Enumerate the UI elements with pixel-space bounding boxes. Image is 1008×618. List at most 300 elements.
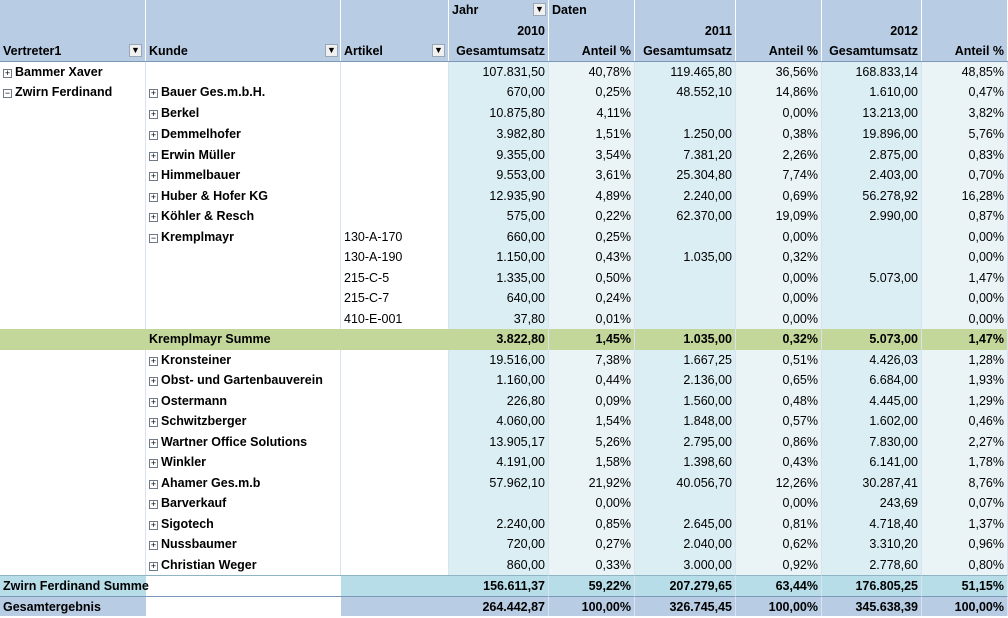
kunde-name: Nussbaumer: [161, 537, 237, 551]
artikel-cell: [341, 62, 449, 82]
umsatz-value: 62.370,00: [635, 206, 736, 227]
umsatz-value: 6.141,00: [822, 452, 922, 473]
artikel-cell: [341, 350, 449, 370]
artikel-cell: [341, 473, 449, 493]
artikel-cell: [341, 288, 449, 309]
umsatz-value: 720,00: [449, 534, 549, 555]
grand-total-label: Gesamtergebnis: [3, 600, 101, 614]
artikel-cell: [341, 411, 449, 432]
anteil-value: 100,00%: [549, 596, 635, 616]
vertreter-cell: [0, 227, 146, 247]
anteil-value: 0,87%: [922, 206, 1008, 227]
kunde-name: Ostermann: [161, 394, 227, 408]
umsatz-value: 575,00: [449, 206, 549, 227]
artikel-cell: [341, 268, 449, 288]
umsatz-value: 4.718,40: [822, 514, 922, 534]
umsatz-value: 3.822,80: [449, 329, 549, 350]
kunde-cell: [146, 391, 341, 411]
kunde-cell: [146, 124, 341, 145]
vertreter-cell: [0, 596, 146, 616]
artikel-cell: [341, 329, 449, 350]
anteil-value: 1,54%: [549, 411, 635, 432]
umsatz-value: 2.240,00: [635, 186, 736, 206]
kunde-cell: [146, 329, 341, 350]
umsatz-value: 9.553,00: [449, 165, 549, 186]
kunde-cell: [146, 534, 341, 555]
kunde-cell: [146, 411, 341, 432]
umsatz-value: [635, 268, 736, 288]
umsatz-value: 19.896,00: [822, 124, 922, 145]
umsatz-value: 57.962,10: [449, 473, 549, 493]
kunde-name: Sigotech: [161, 517, 214, 531]
kunde-cell: [146, 82, 341, 102]
anteil-value: 0,32%: [736, 247, 822, 268]
anteil-value: 0,00%: [549, 493, 635, 514]
vertreter-filter-button[interactable]: [129, 44, 142, 57]
anteil-value: 0,00%: [922, 309, 1008, 329]
vertreter-name: Bammer Xaver: [15, 65, 103, 79]
vertreter-summary-label: Zwirn Ferdinand Summe: [3, 579, 149, 593]
anteil-value: 0,25%: [549, 227, 635, 247]
umsatz-value: 1.160,00: [449, 370, 549, 391]
year-2012: 2012: [822, 21, 922, 41]
table-row: [0, 309, 1008, 329]
anteil-value: 0,07%: [922, 493, 1008, 514]
vertreter-cell: [0, 350, 146, 370]
umsatz-value: 226,80: [449, 391, 549, 411]
table-row: [0, 370, 1008, 391]
vertreter-cell: [0, 268, 146, 288]
vertreter-cell: [0, 391, 146, 411]
umsatz-value: 660,00: [449, 227, 549, 247]
artikel-cell: [341, 309, 449, 329]
kunde-name: Obst- und Gartenbauverein: [161, 373, 323, 387]
artikel-cell: [341, 82, 449, 102]
vertreter-cell: [0, 62, 146, 82]
kunde-cell: [146, 247, 341, 268]
anteil-value: 1,78%: [922, 452, 1008, 473]
umsatz-value: [635, 493, 736, 514]
jahr-field[interactable]: [449, 0, 549, 21]
anteil-value: 0,70%: [922, 165, 1008, 186]
anteil-value: 16,28%: [922, 186, 1008, 206]
anteil-value: 0,24%: [549, 288, 635, 309]
artikel-cell: [341, 102, 449, 124]
kunde-name: Demmelhofer: [161, 127, 241, 141]
artikel-cell: [341, 514, 449, 534]
kunde-label: Kunde: [149, 44, 188, 58]
expand-icon[interactable]: +: [150, 479, 157, 489]
umsatz-value: 2.240,00: [449, 514, 549, 534]
anteil-value: 7,38%: [549, 350, 635, 370]
artikel-cell: [341, 493, 449, 514]
anteil-value: 0,00%: [736, 493, 822, 514]
artikel-cell: [341, 124, 449, 145]
anteil-value: 1,45%: [549, 329, 635, 350]
umsatz-value: 1.602,00: [822, 411, 922, 432]
kunde-cell: [146, 186, 341, 206]
umsatz-value: 2.403,00: [822, 165, 922, 186]
umsatz-value: 1.667,25: [635, 350, 736, 370]
expand-icon[interactable]: +: [150, 212, 157, 222]
vertreter-cell: [0, 432, 146, 452]
vertreter-field[interactable]: [0, 41, 146, 61]
anteil-value: 2,26%: [736, 145, 822, 165]
col-umsatz-2010: Gesamtumsatz: [449, 41, 549, 61]
artikel-code: 410-E-001: [344, 312, 403, 326]
kunde-cell: [146, 596, 341, 616]
collapse-icon[interactable]: −: [150, 233, 157, 243]
umsatz-value: 10.875,80: [449, 102, 549, 124]
anteil-value: 1,29%: [922, 391, 1008, 411]
anteil-value: 59,22%: [549, 575, 635, 596]
chevron-down-icon: ▼: [131, 45, 140, 55]
anteil-value: 1,37%: [922, 514, 1008, 534]
umsatz-value: 5.073,00: [822, 268, 922, 288]
anteil-value: 100,00%: [736, 596, 822, 616]
anteil-value: 0,86%: [736, 432, 822, 452]
vertreter-label: Vertreter1: [3, 44, 62, 58]
artikel-filter-button[interactable]: [432, 44, 445, 57]
umsatz-value: 1.335,00: [449, 268, 549, 288]
anteil-value: 8,76%: [922, 473, 1008, 493]
umsatz-value: 9.355,00: [449, 145, 549, 165]
umsatz-value: [822, 247, 922, 268]
kunde-name: Köhler & Resch: [161, 209, 255, 223]
jahr-filter-button[interactable]: [533, 3, 546, 16]
anteil-value: 0,81%: [736, 514, 822, 534]
expand-icon[interactable]: +: [150, 561, 157, 571]
anteil-value: 2,27%: [922, 432, 1008, 452]
table-row: [0, 247, 1008, 268]
kunde-cell: [146, 575, 341, 596]
table-row: [0, 227, 1008, 247]
anteil-value: 3,61%: [549, 165, 635, 186]
table-row: [0, 411, 1008, 432]
anteil-value: 0,00%: [736, 227, 822, 247]
table-row: [0, 82, 1008, 102]
umsatz-value: [822, 227, 922, 247]
umsatz-value: 4.445,00: [822, 391, 922, 411]
umsatz-value: 1.398,60: [635, 452, 736, 473]
col-umsatz-2012: Gesamtumsatz: [822, 41, 922, 61]
artikel-cell: [341, 206, 449, 227]
anteil-value: 0,44%: [549, 370, 635, 391]
vertreter-cell: [0, 473, 146, 493]
col-anteil-2011: Anteil %: [736, 41, 822, 61]
umsatz-value: 37,80: [449, 309, 549, 329]
expand-icon[interactable]: +: [4, 68, 11, 78]
anteil-value: 0,92%: [736, 555, 822, 575]
kunde-name: Winkler: [161, 455, 207, 469]
vertreter-cell: [0, 370, 146, 391]
umsatz-value: 2.990,00: [822, 206, 922, 227]
umsatz-value: 264.442,87: [449, 596, 549, 616]
anteil-value: 5,76%: [922, 124, 1008, 145]
kunde-cell: [146, 350, 341, 370]
jahr-label: Jahr: [452, 3, 479, 17]
vertreter-cell: [0, 309, 146, 329]
expand-icon[interactable]: +: [150, 171, 157, 181]
umsatz-value: 19.516,00: [449, 350, 549, 370]
anteil-value: 0,00%: [736, 288, 822, 309]
vertreter-cell: [0, 534, 146, 555]
umsatz-value: 56.278,92: [822, 186, 922, 206]
grand-total-row: [0, 596, 1008, 616]
anteil-value: 0,57%: [736, 411, 822, 432]
umsatz-value: [822, 309, 922, 329]
anteil-value: 1,51%: [549, 124, 635, 145]
expand-icon[interactable]: +: [150, 376, 157, 386]
artikel-cell: [341, 555, 449, 575]
table-row: [0, 350, 1008, 370]
vertreter-summary-row: [0, 575, 1008, 596]
expand-icon[interactable]: +: [150, 151, 157, 161]
kunde-filter-button[interactable]: [325, 44, 338, 57]
anteil-value: 0,00%: [736, 268, 822, 288]
expand-icon[interactable]: +: [150, 130, 157, 140]
anteil-value: 1,58%: [549, 452, 635, 473]
anteil-value: 19,09%: [736, 206, 822, 227]
kunde-cell: [146, 555, 341, 575]
umsatz-value: 2.040,00: [635, 534, 736, 555]
umsatz-value: 156.611,37: [449, 575, 549, 596]
anteil-value: 1,93%: [922, 370, 1008, 391]
kunde-subtotal-row: [0, 329, 1008, 350]
anteil-value: 0,83%: [922, 145, 1008, 165]
anteil-value: 0,38%: [736, 124, 822, 145]
kunde-name: Bauer Ges.m.b.H.: [161, 85, 266, 99]
anteil-value: 1,47%: [922, 268, 1008, 288]
anteil-value: 0,00%: [922, 288, 1008, 309]
artikel-cell: [341, 391, 449, 411]
anteil-value: 4,89%: [549, 186, 635, 206]
kunde-name: Himmelbauer: [161, 168, 241, 182]
collapse-icon[interactable]: −: [4, 88, 11, 98]
vertreter-name: Zwirn Ferdinand: [15, 85, 113, 99]
vertreter-cell: [0, 102, 146, 124]
umsatz-value: 326.745,45: [635, 596, 736, 616]
kunde-subtotal-label: Kremplmayr Summe: [149, 332, 271, 346]
year-2011: 2011: [635, 21, 736, 41]
kunde-cell: [146, 145, 341, 165]
daten-label: Daten: [549, 0, 635, 21]
table-row: [0, 493, 1008, 514]
vertreter-cell: [0, 247, 146, 268]
kunde-cell: [146, 102, 341, 124]
anteil-value: 14,86%: [736, 82, 822, 102]
expand-icon[interactable]: +: [150, 397, 157, 407]
umsatz-value: [635, 288, 736, 309]
anteil-value: 0,01%: [549, 309, 635, 329]
table-row: [0, 165, 1008, 186]
vertreter-cell: [0, 452, 146, 473]
vertreter-cell: [0, 206, 146, 227]
expand-icon[interactable]: +: [150, 417, 157, 427]
artikel-code: 130-A-170: [344, 230, 403, 244]
artikel-field[interactable]: [341, 41, 449, 61]
kunde-cell: [146, 62, 341, 82]
umsatz-value: 1.035,00: [635, 247, 736, 268]
vertreter-cell: [0, 124, 146, 145]
artikel-code: 215-C-7: [344, 291, 390, 305]
artikel-cell: [341, 596, 449, 616]
vertreter-cell: [0, 411, 146, 432]
kunde-name: Ahamer Ges.m.b: [161, 476, 261, 490]
anteil-value: 0,43%: [549, 247, 635, 268]
anteil-value: 0,62%: [736, 534, 822, 555]
anteil-value: 3,54%: [549, 145, 635, 165]
anteil-value: 0,00%: [736, 102, 822, 124]
expand-icon[interactable]: +: [150, 109, 157, 119]
umsatz-value: 4.191,00: [449, 452, 549, 473]
kunde-cell: [146, 268, 341, 288]
umsatz-value: 25.304,80: [635, 165, 736, 186]
umsatz-value: 860,00: [449, 555, 549, 575]
table-row: [0, 102, 1008, 124]
kunde-field[interactable]: [146, 41, 341, 61]
anteil-value: 1,47%: [922, 329, 1008, 350]
header-blank-vertreter: [0, 0, 146, 21]
col-umsatz-2011: Gesamtumsatz: [635, 41, 736, 61]
umsatz-value: 12.935,90: [449, 186, 549, 206]
anteil-value: 0,25%: [549, 82, 635, 102]
anteil-value: 0,65%: [736, 370, 822, 391]
year-2010: 2010: [449, 21, 549, 41]
vertreter-cell: [0, 575, 149, 596]
anteil-value: 0,47%: [922, 82, 1008, 102]
anteil-value: 0,00%: [922, 247, 1008, 268]
umsatz-value: 3.000,00: [635, 555, 736, 575]
umsatz-value: 40.056,70: [635, 473, 736, 493]
anteil-value: 0,00%: [922, 227, 1008, 247]
umsatz-value: 5.073,00: [822, 329, 922, 350]
umsatz-value: 1.560,00: [635, 391, 736, 411]
expand-icon[interactable]: +: [150, 520, 157, 530]
anteil-value: 40,78%: [549, 62, 635, 82]
vertreter-cell: [0, 165, 146, 186]
kunde-name: Huber & Hofer KG: [161, 189, 268, 203]
artikel-label: Artikel: [344, 44, 383, 58]
umsatz-value: 640,00: [449, 288, 549, 309]
table-row: [0, 206, 1008, 227]
table-row: [0, 452, 1008, 473]
umsatz-value: 1.250,00: [635, 124, 736, 145]
expand-icon[interactable]: +: [150, 438, 157, 448]
col-anteil-2012: Anteil %: [922, 41, 1008, 61]
chevron-down-icon: ▼: [535, 4, 544, 14]
expand-icon[interactable]: +: [150, 192, 157, 202]
umsatz-value: 1.848,00: [635, 411, 736, 432]
anteil-value: 63,44%: [736, 575, 822, 596]
anteil-value: 0,69%: [736, 186, 822, 206]
kunde-cell: [146, 432, 341, 452]
vertreter-cell: [0, 555, 146, 575]
anteil-value: 7,74%: [736, 165, 822, 186]
expand-icon[interactable]: +: [150, 356, 157, 366]
umsatz-value: 107.831,50: [449, 62, 549, 82]
anteil-value: 0,80%: [922, 555, 1008, 575]
kunde-name: Wartner Office Solutions: [161, 435, 308, 449]
chevron-down-icon: ▼: [327, 45, 336, 55]
anteil-value: 0,27%: [549, 534, 635, 555]
umsatz-value: 1.150,00: [449, 247, 549, 268]
umsatz-value: 243,69: [822, 493, 922, 514]
anteil-value: 0,51%: [736, 350, 822, 370]
anteil-value: 0,96%: [922, 534, 1008, 555]
artikel-cell: [341, 165, 449, 186]
table-row: [0, 432, 1008, 452]
umsatz-value: 3.982,80: [449, 124, 549, 145]
expand-icon[interactable]: +: [150, 499, 157, 509]
umsatz-value: 2.136,00: [635, 370, 736, 391]
anteil-value: 0,32%: [736, 329, 822, 350]
expand-icon[interactable]: +: [150, 88, 157, 98]
table-row: [0, 391, 1008, 411]
artikel-cell: [341, 575, 449, 596]
kunde-name: Kremplmayr: [161, 230, 234, 244]
table-row: [0, 514, 1008, 534]
chevron-down-icon: ▼: [434, 45, 443, 55]
umsatz-value: 176.805,25: [822, 575, 922, 596]
expand-icon[interactable]: +: [150, 540, 157, 550]
expand-icon[interactable]: +: [150, 458, 157, 468]
anteil-value: 0,48%: [736, 391, 822, 411]
umsatz-value: 6.684,00: [822, 370, 922, 391]
anteil-value: 0,22%: [549, 206, 635, 227]
anteil-value: 0,43%: [736, 452, 822, 473]
kunde-cell: [146, 473, 341, 493]
anteil-value: 48,85%: [922, 62, 1008, 82]
vertreter-cell: [0, 186, 146, 206]
anteil-value: 0,85%: [549, 514, 635, 534]
umsatz-value: 119.465,80: [635, 62, 736, 82]
umsatz-value: 4.060,00: [449, 411, 549, 432]
umsatz-value: 1.035,00: [635, 329, 736, 350]
umsatz-value: 30.287,41: [822, 473, 922, 493]
kunde-cell: [146, 452, 341, 473]
artikel-code: 130-A-190: [344, 250, 403, 264]
kunde-cell: [146, 227, 341, 247]
umsatz-value: 7.381,20: [635, 145, 736, 165]
anteil-value: 0,46%: [922, 411, 1008, 432]
umsatz-value: [635, 309, 736, 329]
table-row: [0, 534, 1008, 555]
umsatz-value: 670,00: [449, 82, 549, 102]
anteil-value: 21,92%: [549, 473, 635, 493]
artikel-code: 215-C-5: [344, 271, 390, 285]
table-row: [0, 288, 1008, 309]
kunde-cell: [146, 309, 341, 329]
artikel-cell: [341, 370, 449, 391]
anteil-value: 36,56%: [736, 62, 822, 82]
table-row: [0, 268, 1008, 288]
kunde-name: Erwin Müller: [161, 148, 236, 162]
kunde-name: Berkel: [161, 106, 200, 120]
umsatz-value: 2.875,00: [822, 145, 922, 165]
umsatz-value: [635, 102, 736, 124]
umsatz-value: 2.795,00: [635, 432, 736, 452]
umsatz-value: 2.645,00: [635, 514, 736, 534]
artikel-cell: [341, 534, 449, 555]
umsatz-value: 345.638,39: [822, 596, 922, 616]
umsatz-value: 4.426,03: [822, 350, 922, 370]
artikel-cell: [341, 145, 449, 165]
kunde-cell: [146, 493, 341, 514]
anteil-value: 100,00%: [922, 596, 1008, 616]
kunde-name: Christian Weger: [161, 558, 257, 572]
vertreter-cell: [0, 82, 146, 102]
